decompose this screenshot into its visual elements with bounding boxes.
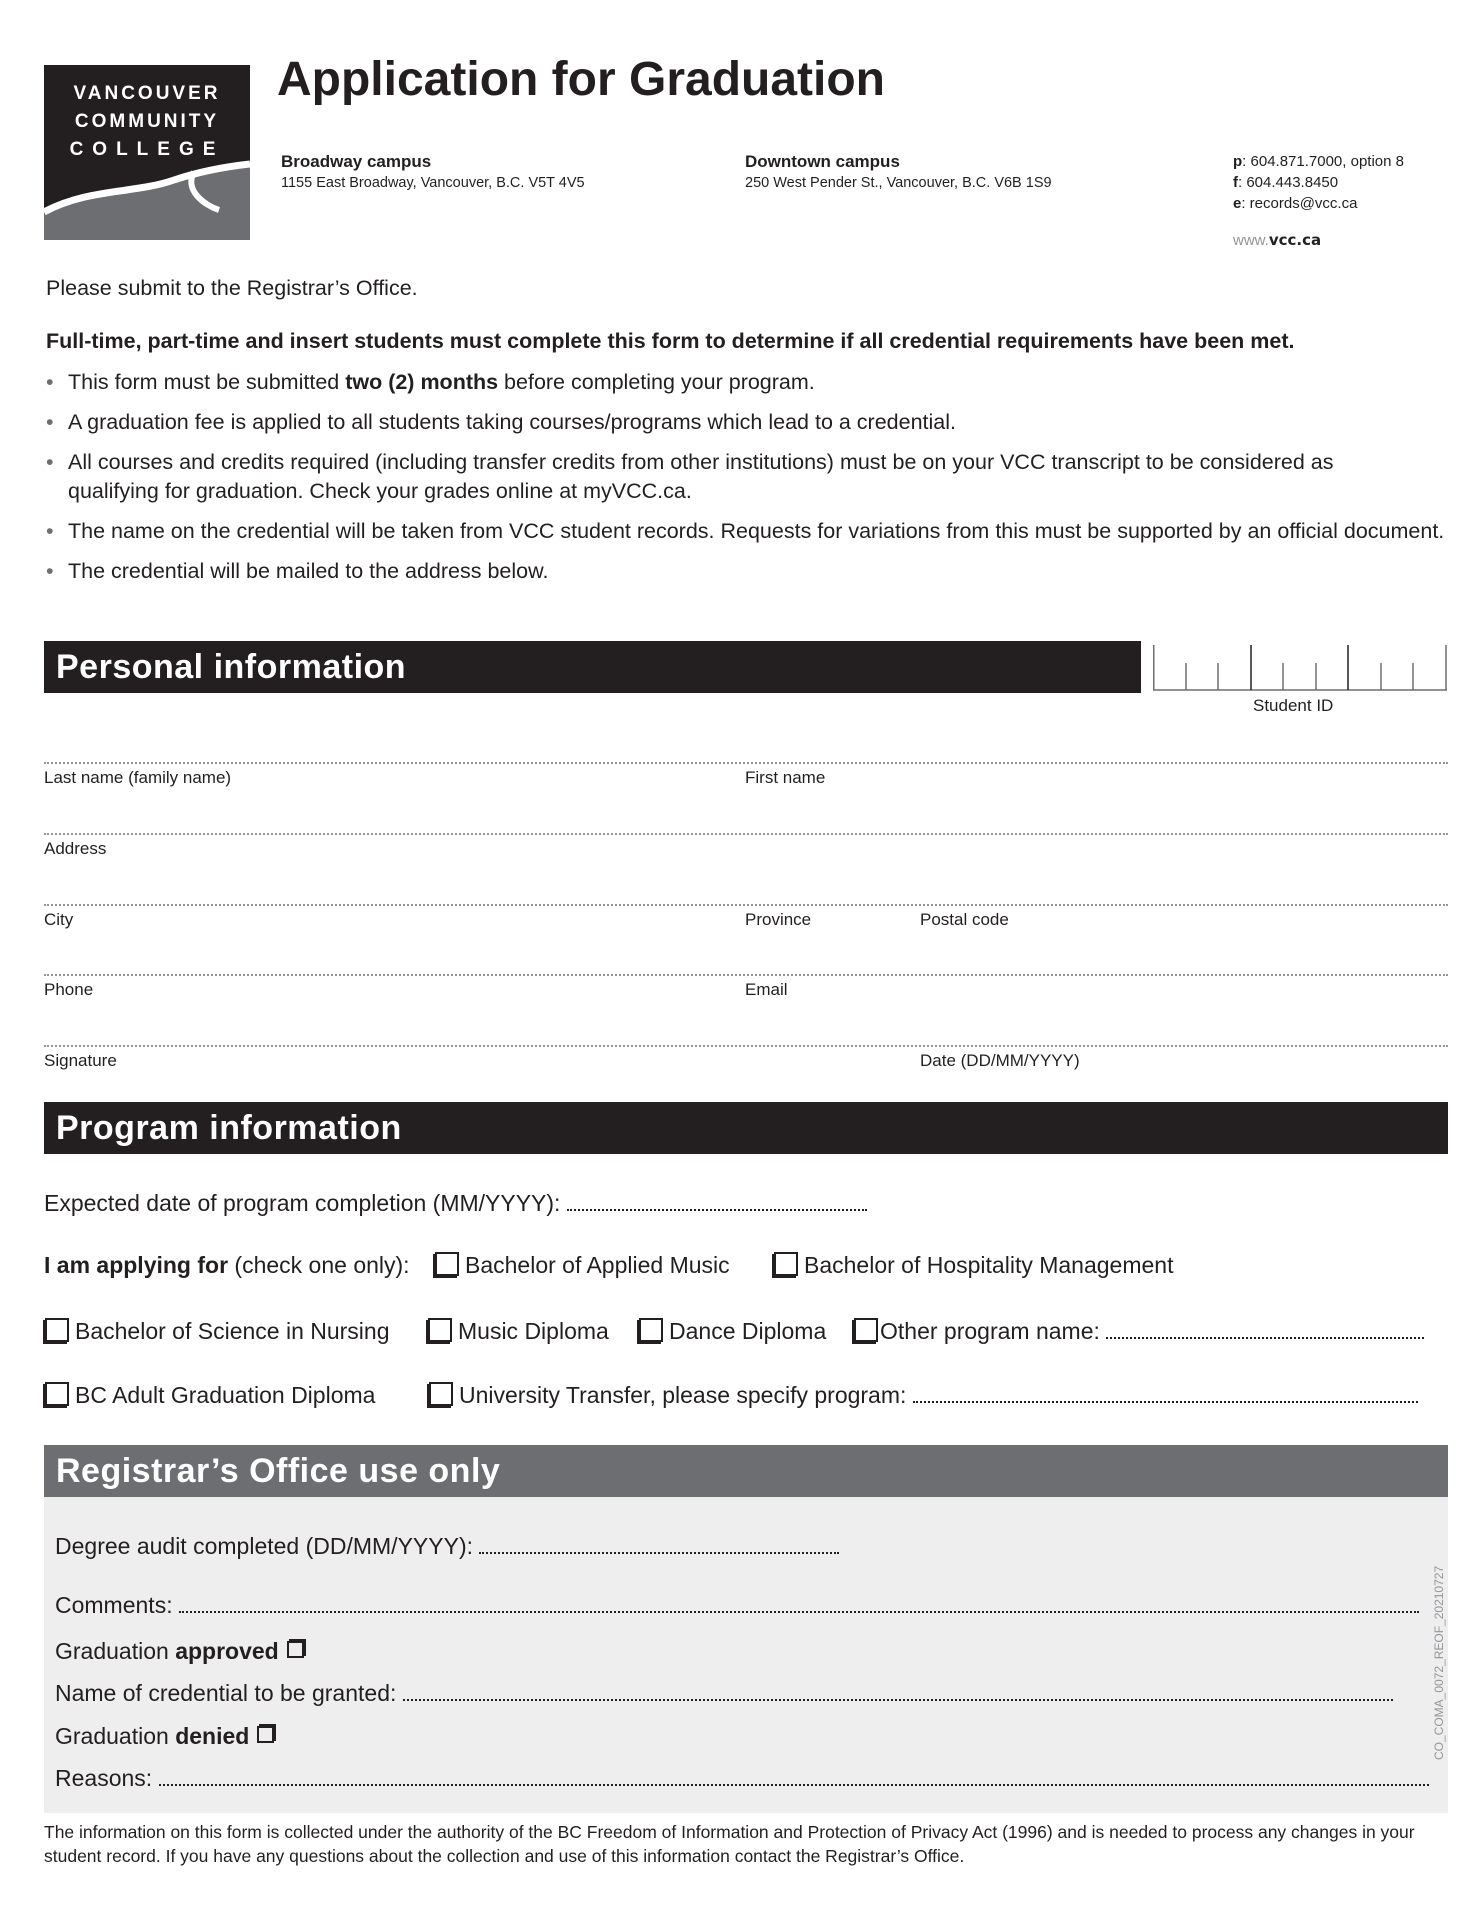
credential-name-label: Name of credential to be granted: xyxy=(55,1680,403,1706)
postal-code-label: Postal code xyxy=(920,910,1009,929)
student-id-label: Student ID xyxy=(1253,696,1334,715)
list-item xyxy=(46,557,1446,586)
logo-line-1: VANCOUVER xyxy=(73,83,221,104)
email-field-label: Email xyxy=(745,980,788,999)
ut-program-input[interactable] xyxy=(913,1385,1418,1403)
bhm-label: Bachelor of Hospitality Management xyxy=(804,1252,1174,1278)
program-info-heading: Program information xyxy=(44,1102,1448,1154)
option-music[interactable] xyxy=(425,1318,609,1345)
comments-input[interactable] xyxy=(179,1595,1419,1613)
registrar-heading: Registrar’s Office use only xyxy=(44,1445,1448,1497)
signature-label: Signature xyxy=(44,1051,117,1070)
dance-checkbox[interactable] xyxy=(639,1318,663,1342)
downtown-campus-name: Downtown campus xyxy=(745,152,900,171)
option-bcagd[interactable] xyxy=(42,1382,375,1409)
denied-label: denied xyxy=(175,1723,250,1749)
bullet-3: All courses and credits required (including transfer credits from other institutions) must be on your VCC transcript to be considered as qualifying for graduation. Check your grades online at myVCC.ca. xyxy=(68,450,1334,503)
vcc-logo xyxy=(44,65,250,240)
ut-label: University Transfer, please specify program: xyxy=(459,1382,913,1408)
audit-date-input[interactable] xyxy=(479,1536,839,1554)
comments-row xyxy=(55,1592,1419,1619)
bsn-label: Bachelor of Science in Nursing xyxy=(75,1318,390,1344)
form-code: CO_COMA_0072_REOF_20210727 xyxy=(1432,1565,1446,1760)
option-ut[interactable] xyxy=(426,1382,1418,1409)
dance-label: Dance Diploma xyxy=(669,1318,827,1344)
city-line[interactable] xyxy=(44,904,1448,906)
comments-label: Comments: xyxy=(55,1592,179,1618)
other-label: Other program name: xyxy=(880,1318,1107,1344)
option-bhm[interactable] xyxy=(771,1252,1173,1279)
student-id-boxes[interactable] xyxy=(1153,645,1447,691)
web-domain: vcc.ca xyxy=(1268,231,1322,249)
broadway-campus-address: 1155 East Broadway, Vancouver, B.C. V5T 4V5 xyxy=(281,175,585,191)
fax-label: f xyxy=(1233,174,1238,191)
graduation-denied-prefix: Graduation xyxy=(55,1723,176,1749)
website-link[interactable] xyxy=(1233,231,1321,249)
list-item xyxy=(46,448,1358,506)
bcagd-label: BC Adult Graduation Diploma xyxy=(75,1382,376,1408)
reasons-row xyxy=(55,1765,1429,1792)
denied-checkbox[interactable] xyxy=(257,1726,274,1743)
bam-checkbox[interactable] xyxy=(435,1252,459,1276)
web-prefix: www. xyxy=(1233,232,1269,249)
bullet-5: The credential will be mailed to the address below. xyxy=(68,559,549,583)
applying-label: I am applying for xyxy=(44,1252,229,1278)
option-dance[interactable] xyxy=(636,1318,826,1345)
applying-row xyxy=(44,1252,410,1279)
phone-line[interactable] xyxy=(44,974,1448,976)
signature-line[interactable] xyxy=(44,1045,1448,1047)
intro-text: Full-time, part-time and insert students must complete this form to determine if all credential requirements have been met. xyxy=(46,329,1295,353)
reasons-input[interactable] xyxy=(159,1768,1429,1786)
list-item xyxy=(46,517,1446,546)
broadway-campus-name: Broadway campus xyxy=(281,152,432,171)
audit-label: Degree audit completed (DD/MM/YYYY): xyxy=(55,1533,480,1559)
downtown-campus-address: 250 West Pender St., Vancouver, B.C. V6B 1S9 xyxy=(745,175,1052,191)
instructions-list xyxy=(46,368,1446,597)
music-label: Music Diploma xyxy=(458,1318,609,1344)
expected-date-input[interactable] xyxy=(567,1193,867,1211)
bullet-1-post: before completing your program. xyxy=(498,370,815,394)
city-label: City xyxy=(44,910,74,929)
last-name-label: Last name (family name) xyxy=(44,768,232,787)
logo-wave-icon xyxy=(44,150,250,240)
personal-info-heading: Personal information xyxy=(44,641,1141,693)
music-checkbox[interactable] xyxy=(428,1318,452,1342)
approved-label: approved xyxy=(175,1638,279,1664)
approved-checkbox[interactable] xyxy=(287,1641,304,1658)
audit-row xyxy=(55,1533,839,1560)
option-bsn[interactable] xyxy=(42,1318,390,1345)
graduation-approved-prefix: Graduation xyxy=(55,1638,176,1664)
logo-line-2: COMMUNITY xyxy=(74,111,220,132)
list-item xyxy=(46,408,1446,437)
contact-block xyxy=(1233,151,1404,214)
page-title: Application for Graduation xyxy=(277,53,885,106)
ut-checkbox[interactable] xyxy=(429,1382,453,1406)
bsn-checkbox[interactable] xyxy=(45,1318,69,1342)
date-label: Date (DD/MM/YYYY) xyxy=(920,1051,1080,1070)
expected-date-label: Expected date of program completion (MM/YYYY): xyxy=(44,1190,567,1216)
option-other[interactable] xyxy=(851,1318,1424,1345)
option-bam[interactable] xyxy=(432,1252,730,1279)
approved-row xyxy=(55,1638,304,1665)
bhm-checkbox[interactable] xyxy=(774,1252,798,1276)
email-label: e xyxy=(1233,195,1242,212)
fax-value: : 604.443.8450 xyxy=(1238,174,1339,191)
credential-name-input[interactable] xyxy=(403,1683,1393,1701)
phone-label: p xyxy=(1233,153,1243,170)
phone-value: : 604.871.7000, option 8 xyxy=(1242,153,1404,170)
first-name-label: First name xyxy=(745,768,826,787)
bullet-2: A graduation fee is applied to all students taking courses/programs which lead to a credential. xyxy=(68,410,956,434)
bcagd-checkbox[interactable] xyxy=(45,1382,69,1406)
logo-line-3: COLLEGE xyxy=(69,139,225,160)
applying-note: (check one only): xyxy=(228,1252,410,1278)
credential-row xyxy=(55,1680,1393,1707)
address-label: Address xyxy=(44,839,107,858)
privacy-footer: The information on this form is collected under the authority of the BC Freedom of Information and Protection of Privacy Act (1996) and is needed to process any changes in your student record. If you have any questions about the collection and use of this information contact the Registrar’s Office. xyxy=(44,1822,1415,1866)
downtown-campus xyxy=(745,152,1052,191)
other-program-input[interactable] xyxy=(1106,1321,1424,1339)
bullet-1-bold: two (2) months xyxy=(345,370,499,394)
bullet-1-pre: This form must be submitted xyxy=(68,370,346,394)
name-line[interactable] xyxy=(44,762,1448,764)
bam-label: Bachelor of Applied Music xyxy=(465,1252,730,1278)
email-value: : records@vcc.ca xyxy=(1241,195,1358,212)
denied-row xyxy=(55,1723,274,1750)
reasons-label: Reasons: xyxy=(55,1765,159,1791)
address-line[interactable] xyxy=(44,833,1448,835)
list-item xyxy=(46,368,1446,397)
submit-note: Please submit to the Registrar’s Office. xyxy=(46,276,418,300)
province-label: Province xyxy=(745,910,812,929)
bullet-4: The name on the credential will be taken from VCC student records. Requests for variations from this must be supported by an official document. xyxy=(68,519,1445,543)
phone-field-label: Phone xyxy=(44,980,94,999)
other-checkbox[interactable] xyxy=(854,1318,878,1342)
broadway-campus xyxy=(281,152,585,191)
expected-date-row xyxy=(44,1190,867,1217)
